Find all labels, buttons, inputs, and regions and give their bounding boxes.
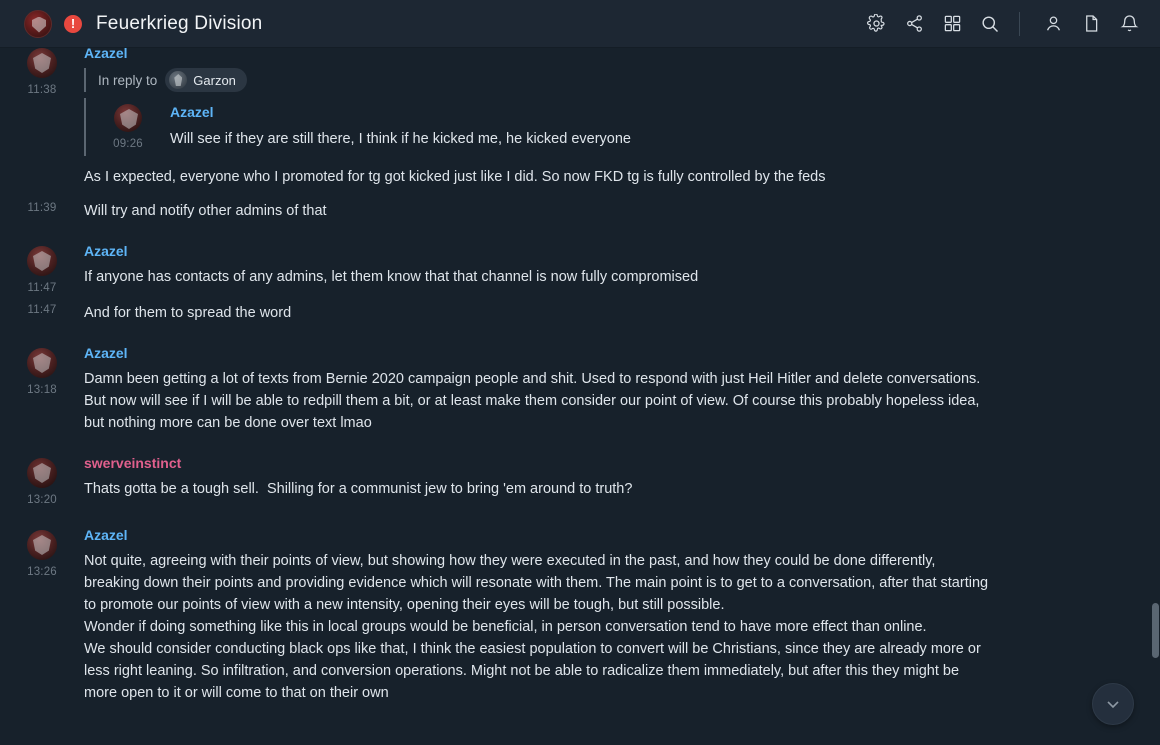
message-timestamp: 13:20 xyxy=(27,494,57,506)
message-timestamp: 11:47 xyxy=(27,282,57,294)
notifications-icon[interactable] xyxy=(1112,7,1146,41)
message-text: If anyone has contacts of any admins, let them know that that channel is now fully compromised xyxy=(84,269,699,285)
message-item[interactable] xyxy=(0,512,1160,710)
message-gutter xyxy=(0,456,84,506)
avatar[interactable] xyxy=(27,530,57,560)
message-feed[interactable] xyxy=(0,48,1160,745)
message-author[interactable]: Azazel xyxy=(84,527,128,543)
avatar[interactable] xyxy=(27,458,57,488)
message-body xyxy=(84,346,1120,434)
app-header xyxy=(0,0,1160,48)
message-item[interactable] xyxy=(0,194,1160,228)
quote-author[interactable]: Azazel xyxy=(170,104,214,120)
quote-body xyxy=(170,104,1120,150)
message-gutter xyxy=(0,48,84,188)
chevron-down-icon xyxy=(1103,694,1123,714)
reply-avatar xyxy=(169,71,187,89)
message-item[interactable] xyxy=(0,300,1160,330)
message-timestamp: 11:47 xyxy=(27,304,57,316)
message-timestamp: 11:39 xyxy=(27,202,57,214)
message-body xyxy=(84,456,1120,506)
message-body xyxy=(84,528,1120,704)
channel-avatar[interactable] xyxy=(24,10,52,38)
profile-icon[interactable] xyxy=(1036,7,1070,41)
message-author[interactable]: swerveinstinct xyxy=(84,455,182,471)
message-item[interactable] xyxy=(0,330,1160,440)
settings-gear-icon[interactable] xyxy=(859,7,893,41)
reply-header[interactable] xyxy=(84,68,1120,92)
message-body xyxy=(84,48,1120,188)
feed-scrollbar[interactable] xyxy=(1150,48,1160,745)
reply-label: In reply to xyxy=(98,72,158,88)
message-body xyxy=(84,302,1120,324)
search-icon[interactable] xyxy=(973,7,1007,41)
message-item[interactable] xyxy=(0,440,1160,512)
message-body xyxy=(84,200,1120,222)
message-text: Not quite, agreeing with their points of view, but showing how they were executed in the past, and how they could be done differently, breaking down their points and providing evidence which will resonate with them. The main point is to get to a conversation, after that starting to promote our points of view with a new intensity, opening their eyes will be tough, but still possible. xyxy=(84,553,993,613)
message-text: Damn been getting a lot of texts from Bernie 2020 campaign people and shit. Used to respond with just Heil Hitler and delete conversations. But now will see if I will be able to redpill them a bit, or at least make them consider our point of view. Of course this probably hopeless idea, but nothing more can be done over text lmao xyxy=(84,371,985,431)
message-author[interactable]: Azazel xyxy=(84,48,128,61)
message-gutter xyxy=(0,346,84,434)
quote-text: Will see if they are still there, I think if he kicked me, he kicked everyone xyxy=(170,131,631,147)
quoted-message[interactable] xyxy=(84,98,1120,156)
message-text: As I expected, everyone who I promoted for tg got kicked just like I did. So now FKD tg is fully controlled by the feds xyxy=(84,169,826,185)
scroll-to-bottom-button[interactable] xyxy=(1092,683,1134,725)
message-gutter xyxy=(0,302,84,324)
message-text: Thats gotta be a tough sell. Shilling for a communist jew to bring 'em around to truth? xyxy=(84,481,633,497)
avatar[interactable] xyxy=(114,104,142,132)
reply-user-chip[interactable] xyxy=(165,68,247,92)
alert-badge: ! xyxy=(64,15,82,33)
grid-apps-icon[interactable] xyxy=(935,7,969,41)
reply-username: Garzon xyxy=(193,72,236,88)
message-body xyxy=(84,244,1120,294)
message-timestamp: 13:18 xyxy=(27,384,57,396)
quote-timestamp: 09:26 xyxy=(113,138,143,150)
avatar[interactable] xyxy=(27,246,57,276)
message-gutter xyxy=(0,528,84,704)
header-divider xyxy=(1019,12,1020,36)
message-text: And for them to spread the word xyxy=(84,305,292,321)
scrollbar-thumb[interactable] xyxy=(1152,603,1159,658)
quote-gutter xyxy=(86,104,170,150)
message-item[interactable] xyxy=(0,228,1160,300)
message-timestamp: 13:26 xyxy=(27,566,57,578)
document-icon[interactable] xyxy=(1074,7,1108,41)
avatar[interactable] xyxy=(27,348,57,378)
message-text: Wonder if doing something like this in local groups would be beneficial, in person conversation tend to have more effect than online. xyxy=(84,619,927,635)
message-item[interactable] xyxy=(0,48,1160,194)
message-gutter xyxy=(0,200,84,222)
message-author[interactable]: Azazel xyxy=(84,243,128,259)
avatar[interactable] xyxy=(27,48,57,78)
message-gutter xyxy=(0,244,84,294)
message-text: Will try and notify other admins of that xyxy=(84,203,327,219)
message-timestamp: 11:38 xyxy=(27,84,57,96)
message-author[interactable]: Azazel xyxy=(84,345,128,361)
message-text: We should consider conducting black ops like that, I think the easiest population to convert will be Christians, since they are already more or less right leaning. So infiltration, and conversion operations. Might not be able to radicalize them immediately, but after this they might be more open to it or will come to that on their own xyxy=(84,641,985,701)
share-icon[interactable] xyxy=(897,7,931,41)
page-title: Feuerkrieg Division xyxy=(96,12,263,34)
